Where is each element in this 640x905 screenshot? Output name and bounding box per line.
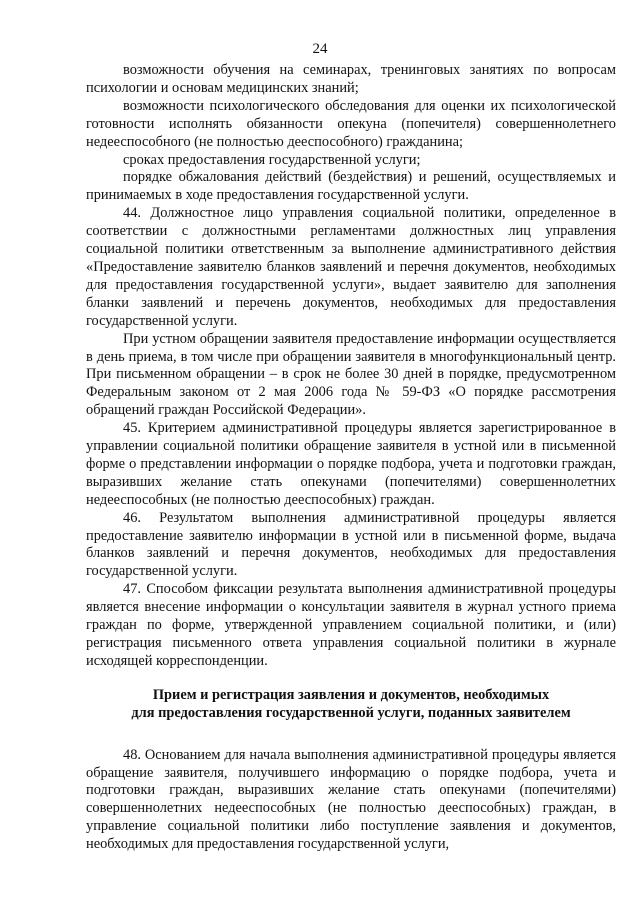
- paragraph-clause-48: 48. Основанием для начала выполнения административной процедуры является обращение заявителя, получившего информацию о порядке подбора, учета и подготовки граждан, выразивших желание стать опекунами (попечителями) совершеннолетних недееспособных (не полностью дееспособных) граждан, в управление социальной политики либо поступление заявления и документов, необходимых для предоставления государственной услуги,: [86, 746, 616, 853]
- page-number: 24: [312, 41, 328, 57]
- document-body: [86, 62, 616, 854]
- paragraph-clause-47: 47. Способом фиксации результата выполнения административной процедуры является внесение информации о консультации заявителя в журнал устного приема граждан по форме, утвержденной управлением социальной политики, и (или) регистрация письменного ответа управления социальной политики в журнале исходящей корреспонденции.: [86, 581, 616, 669]
- paragraph-psychological-assessment: возможности психологического обследования для оценки их психологической готовности исполнять обязанности опекуна (попечителя) совершеннолетнего недееспособного (не полностью дееспособного) гражданина;: [86, 97, 616, 150]
- paragraph-appeal-procedure: порядке обжалования действий (бездействия) и решений, осуществляемых и принимаемых в ходе предоставления государственной услуги.: [86, 169, 616, 204]
- section-heading-line-1: Прием и регистрация заявления и документов, необходимых: [152, 686, 550, 703]
- section-heading: [86, 687, 616, 723]
- section-heading-line-2: для предоставления государственной услуги, поданных заявителем: [131, 704, 571, 721]
- paragraph-clause-46: 46. Результатом выполнения административной процедуры является предоставление заявителю информации в устной или в письменной форме, выдача бланков заявлений и перечня документов, необходимых для предоставления государственной услуги.: [86, 509, 616, 580]
- paragraph-oral-request: При устном обращении заявителя предоставление информации осуществляется в день приема, в том числе при обращении заявителя в многофункциональный центр. При письменном обращении – в срок не более 30 дней в порядке, предусмотренном Федеральным законом от 2 мая 2006 года № 59-ФЗ «О порядке рассмотрения обращений граждан Российской Федерации».: [86, 330, 616, 419]
- paragraph-training-opportunities: возможности обучения на семинарах, тренинговых занятиях по вопросам психологии и основам медицинских знаний;: [86, 62, 616, 96]
- paragraph-clause-45: 45. Критерием административной процедуры является зарегистрированное в управлении социальной политики обращение заявителя в устной или в письменной форме о представлении информации о порядке подбора, учета и подготовки граждан, выразивших желание стать опекунами (попечителями) совершеннолетних недееспособных (не полностью дееспособных) граждан.: [86, 420, 616, 508]
- paragraph-service-deadlines: сроках предоставления государственной услуги;: [123, 151, 421, 168]
- paragraph-clause-44: 44. Должностное лицо управления социальной политики, определенное в соответствии с должностными регламентами должностных лиц управления социальной политики ответственным за выполнение административного действия «Предоставление заявителю бланков заявлений и перечня документов, необходимых для предоставления государственной услуги», выдает заявителю для заполнения бланки заявлений и перечень документов, необходимых для предоставления государственной услуги.: [86, 205, 616, 329]
